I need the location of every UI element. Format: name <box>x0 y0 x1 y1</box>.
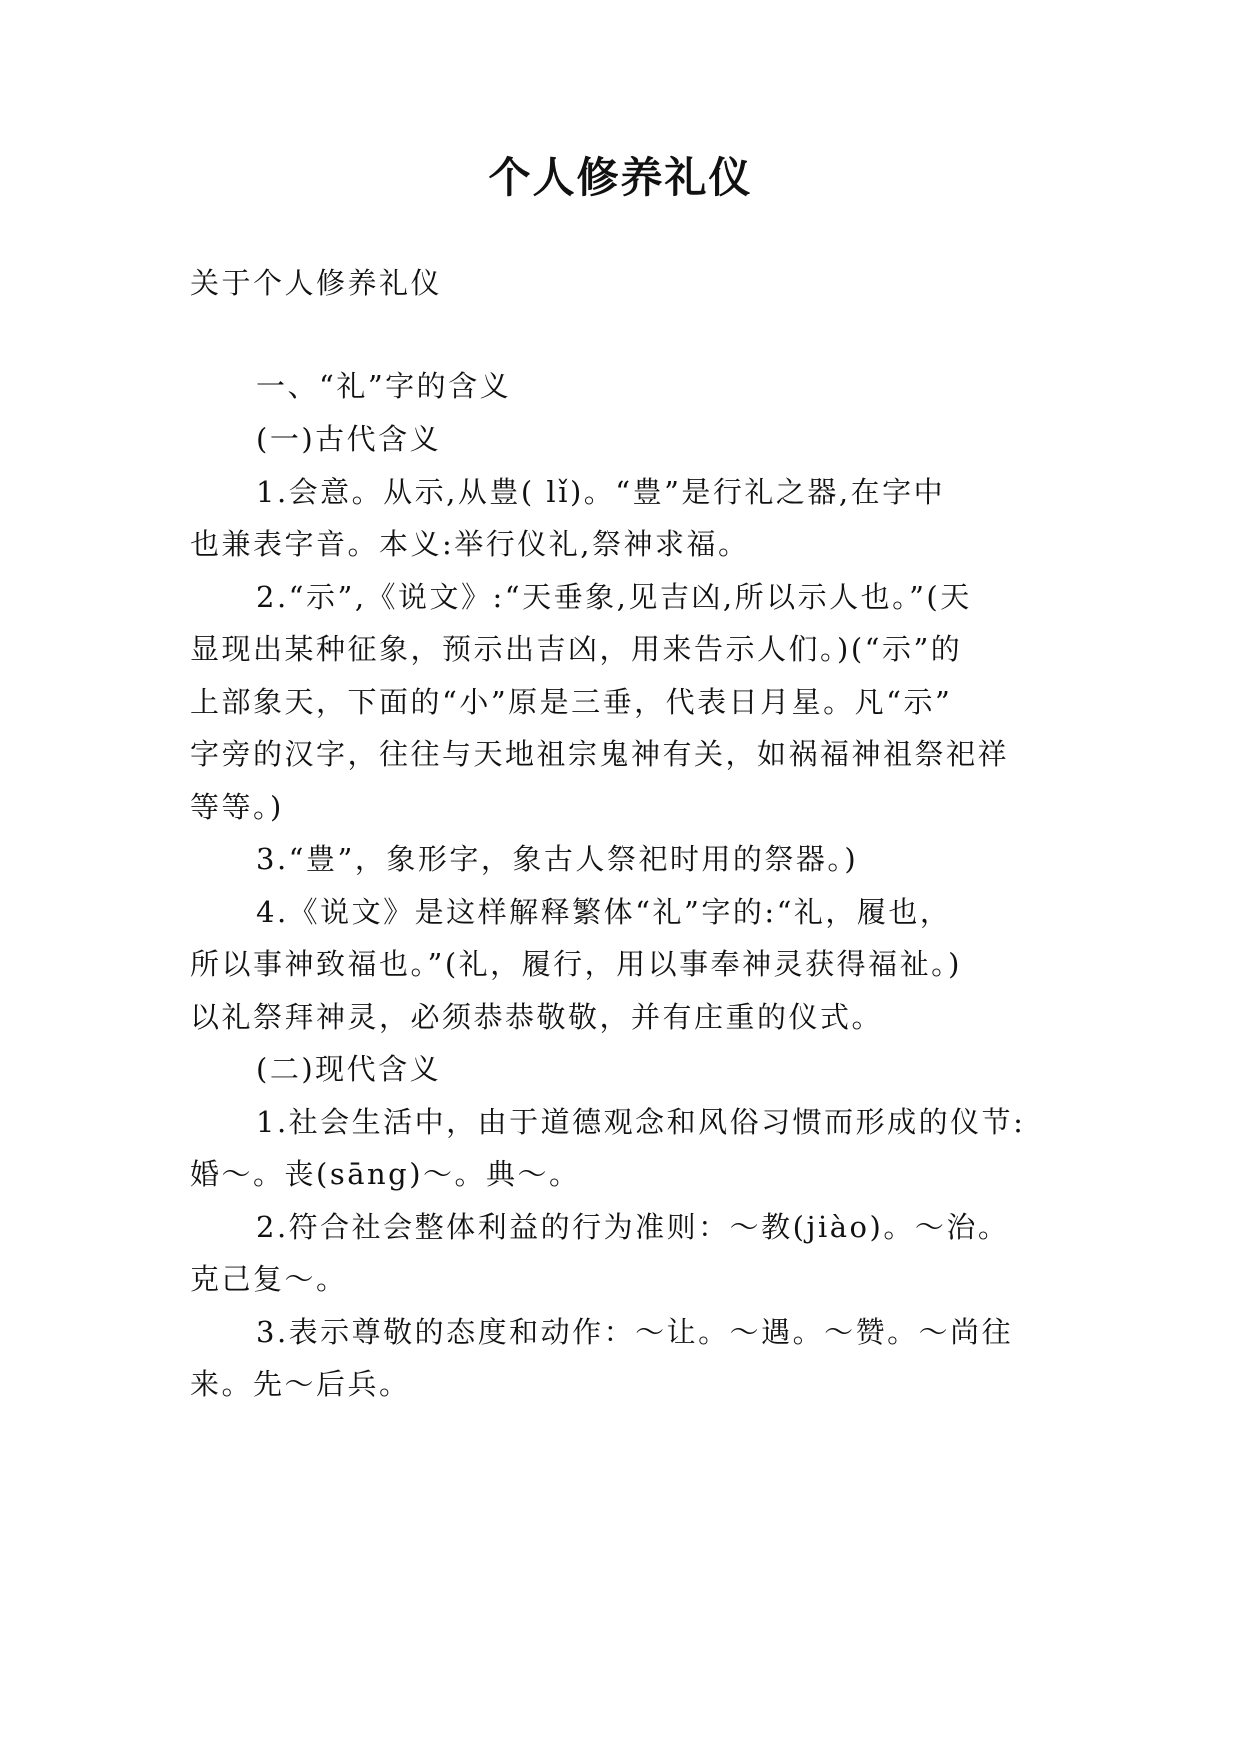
subsection-heading: (二)现代含义 <box>256 1052 442 1086</box>
paragraph-line: 来。先～后兵。 <box>190 1367 411 1401</box>
paragraph-line: 3.“豊”，象形字，象古人祭祀时用的祭器。) <box>256 842 859 876</box>
subsection-heading: (一)古代含义 <box>256 422 442 456</box>
paragraph-line: 所以事神致福也。”(礼，履行，用以事奉神灵获得福祉。) <box>190 947 962 981</box>
paragraph-line: 1.社会生活中，由于道德观念和风俗习惯而形成的仪节: <box>256 1105 1026 1139</box>
paragraph-line: 字旁的汉字，往往与天地祖宗鬼神有关，如祸福神祖祭祀祥 <box>190 737 1010 771</box>
paragraph-line: 等等。) <box>190 790 284 824</box>
paragraph-line: 婚～。丧(sāng)～。典～。 <box>190 1157 581 1191</box>
paragraph-line: 2.“示”,《说文》:“天垂象,见吉凶,所以示人也。”(天 <box>256 580 972 614</box>
document-title: 个人修养礼仪 <box>488 153 753 202</box>
section-heading: 一、“礼”字的含义 <box>256 369 512 403</box>
paragraph-line: 3.表示尊敬的态度和动作：～让。～遇。～赞。～尚往 <box>256 1315 1014 1349</box>
paragraph-line: 4.《说文》是这样解释繁体“礼”字的:“礼，履也， <box>256 895 952 929</box>
paragraph-line: 1.会意。从示,从豊( lǐ)。“豊”是行礼之器,在字中 <box>256 475 946 509</box>
paragraph-line: 上部象天，下面的“小”原是三垂，代表日月星。凡“示” <box>190 685 953 719</box>
paragraph-line: 显现出某种征象，预示出吉凶，用来告示人们。)(“示”的 <box>190 632 963 666</box>
paragraph-line: 克己复～。 <box>190 1262 348 1296</box>
document-subtitle: 关于个人修养礼仪 <box>190 266 443 300</box>
paragraph-line: 2.符合社会整体利益的行为准则：～教(jiào)。～治。 <box>256 1210 1010 1244</box>
paragraph-line: 也兼表字音。本义:举行仪礼,祭神求福。 <box>190 527 750 561</box>
paragraph-line: 以礼祭拜神灵，必须恭恭敬敬，并有庄重的仪式。 <box>190 1000 884 1034</box>
